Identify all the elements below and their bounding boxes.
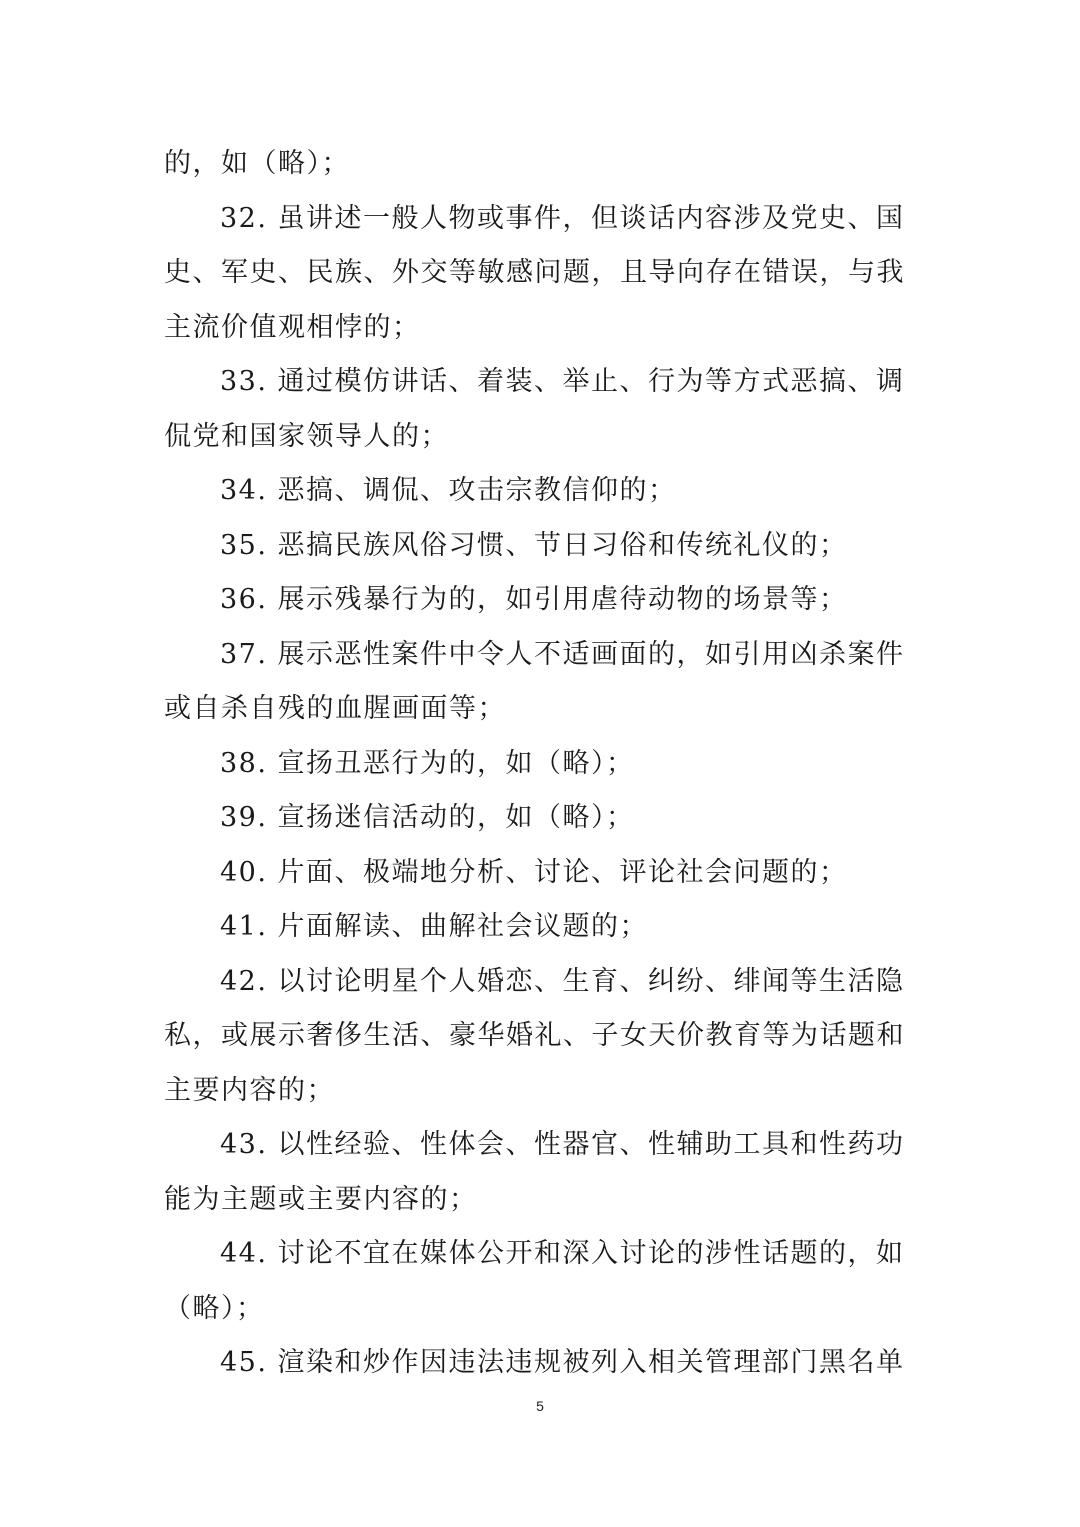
text-line: 40. 片面、极端地分析、讨论、评论社会问题的；	[220, 856, 848, 888]
text-line: （略）；	[164, 1292, 265, 1324]
text-line: 侃党和国家领导人的；	[164, 420, 449, 452]
document-body	[164, 137, 920, 1391]
text-line: 或自杀自残的血腥画面等；	[164, 693, 506, 724]
text-line: 主流价值观相悖的；	[164, 311, 421, 343]
text-line: 45. 渲染和炒作因违法违规被列入相关管理部门黑名单	[220, 1347, 905, 1378]
text-line: 35. 恶搞民族风俗习惯、节日习俗和传统礼仪的；	[220, 529, 848, 561]
text-line: 39. 宣扬迷信活动的，如（略）；	[220, 802, 635, 833]
text-line: 32. 虽讲述一般人物或事件，但谈话内容涉及党史、国	[220, 202, 905, 234]
text-line: 私，或展示奢侈生活、豪华婚礼、子女天价教育等为话题和	[164, 1020, 905, 1051]
text-line: 36. 展示残暴行为的，如引用虐待动物的场景等；	[220, 584, 848, 615]
text-line: 41. 片面解读、曲解社会议题的；	[220, 911, 649, 942]
text-line: 37. 展示恶性案件中令人不适画面的，如引用凶杀案件	[220, 638, 905, 670]
page-number: 5	[536, 1398, 544, 1414]
text-line: 34. 恶搞、调侃、攻击宗教信仰的；	[220, 475, 677, 506]
text-line: 38. 宣扬丑恶行为的，如（略）；	[220, 747, 635, 779]
text-line: 能为主题或主要内容的；	[164, 1183, 478, 1215]
text-line: 主要内容的；	[164, 1074, 335, 1106]
text-line: 史、军史、民族、外交等敏感问题，且导向存在错误，与我	[164, 257, 905, 288]
text-line: 的，如（略）；	[164, 148, 350, 179]
text-line: 33. 通过模仿讲话、着装、举止、行为等方式恶搞、调	[220, 366, 905, 397]
text-line: 44. 讨论不宜在媒体公开和深入讨论的涉性话题的，如	[220, 1238, 905, 1269]
text-line: 43. 以性经验、性体会、性器官、性辅助工具和性药功	[220, 1129, 905, 1160]
text-line: 42. 以讨论明星个人婚恋、生育、纠纷、绯闻等生活隐	[220, 965, 905, 997]
